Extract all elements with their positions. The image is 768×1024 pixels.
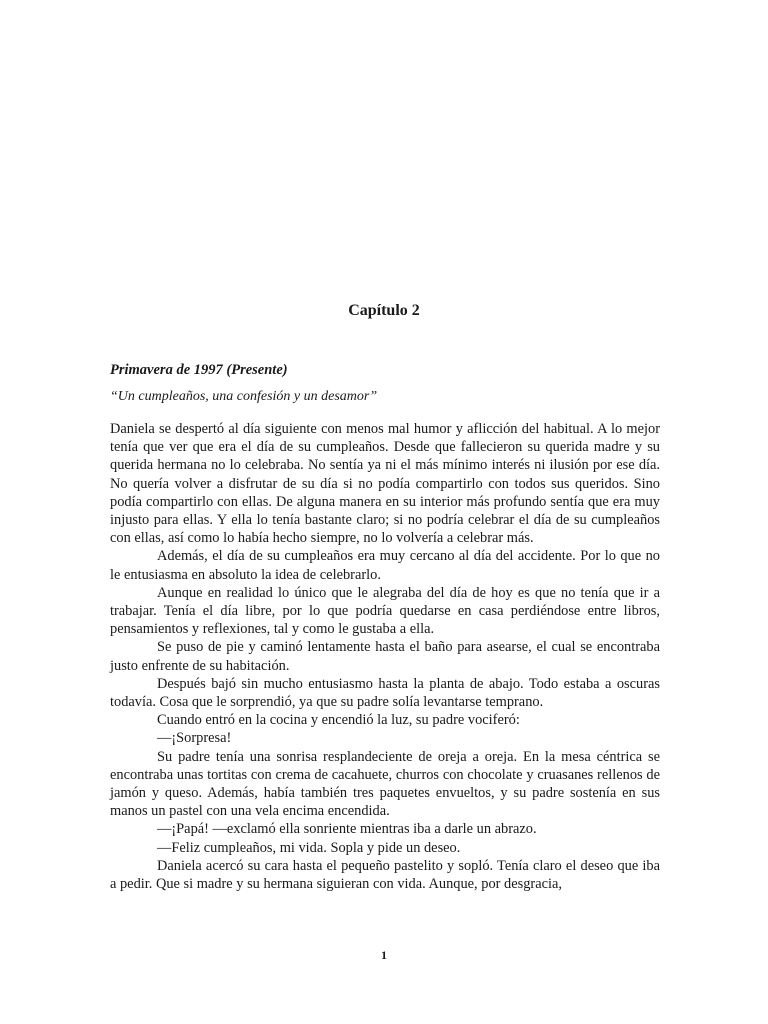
paragraph: Cuando entró en la cocina y encendió la luz, su padre vociferó: [157, 712, 520, 729]
page-number: 1 [381, 948, 387, 962]
epigraph: “Un cumpleaños, una confesión y un desamor” [110, 389, 378, 404]
dialogue-line: —¡Papá! —exclamó ella sonriente mientras iba a darle un abrazo. [157, 821, 537, 838]
paragraph: Daniela se despertó al día siguiente con menos mal humor y aflicción del habitual. A lo mejor tenía que ver que era el día de su cumpleaños. Desde que fallecieron su querida madre y su querida hermana no lo celebraba. No sentía ya ni el más mínimo interés ni ilusión por ese día. No quería volver a disfrutar de su día si no podía compartirlo con todos sus queridos. Sino podía compartirlo con ellas. De alguna manera en su interior más profundo sentía que era muy injusto para ellas. Y ella lo tenía bastante claro; si no podría celebrar el día de su cumpleaños con ellas, así como lo había hecho siempre, no lo volvería a celebrar más. [110, 421, 660, 547]
paragraph: Se puso de pie y caminó lentamente hasta el baño para asearse, el cual se encontraba justo enfrente de su habitación. [110, 639, 660, 674]
paragraph: Después bajó sin mucho entusiasmo hasta la planta de abajo. Todo estaba a oscuras todavía. Cosa que le sorprendió, ya que su padre solía levantarse temprano. [110, 675, 660, 711]
section-heading: Primavera de 1997 (Presente) [110, 362, 288, 378]
dialogue-line: —¡Sorpresa! [157, 730, 232, 747]
dialogue-line: —Feliz cumpleaños, mi vida. Sopla y pide un deseo. [157, 839, 461, 856]
paragraph: Además, el día de su cumpleaños era muy cercano al día del accidente. Por lo que no le entusiasma en absoluto la idea de celebrarlo. [110, 548, 660, 583]
body-text [110, 420, 660, 893]
paragraph: Su padre tenía una sonrisa resplandeciente de oreja a oreja. En la mesa céntrica se encontraba unas tortitas con crema de cacahuete, churros con chocolate y cruasanes rellenos de jamón y queso. Además, había también tres paquetes envueltos, y su padre sostenía en sus manos un pastel con una vela encima encendida. [110, 748, 660, 820]
chapter-title: Capítulo 2 [348, 302, 420, 319]
paragraph: Aunque en realidad lo único que le alegraba del día de hoy es que no tenía que ir a trabajar. Tenía el día libre, por lo que podría quedarse en casa perdiéndose entre libros, pensamientos y reflexiones, tal y como le gustaba a ella. [110, 584, 660, 638]
paragraph: Daniela acercó su cara hasta el pequeño pastelito y sopló. Tenía claro el deseo que iba a pedir. Que si madre y su hermana siguieran con vida. Aunque, por desgracia, [110, 857, 660, 893]
